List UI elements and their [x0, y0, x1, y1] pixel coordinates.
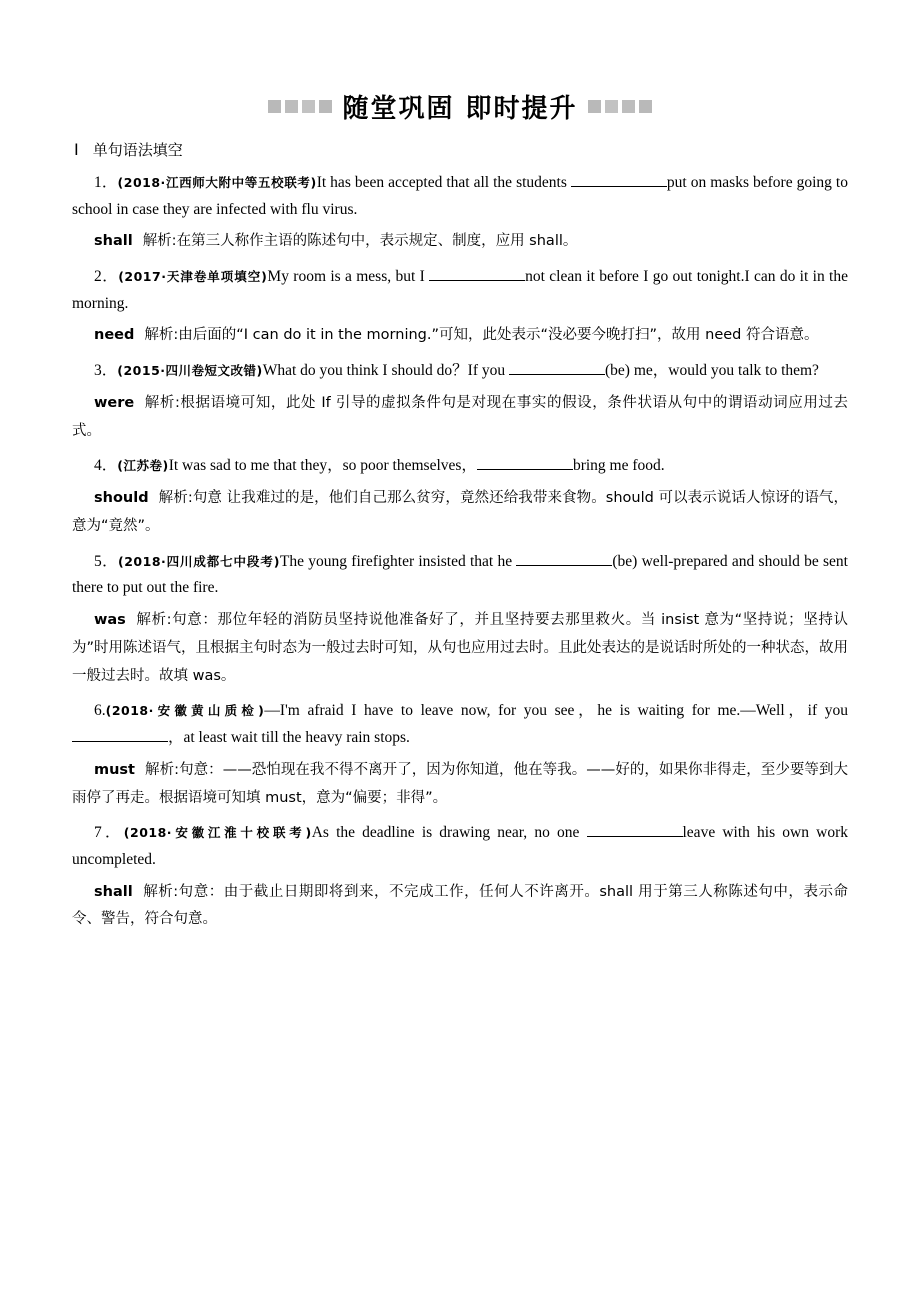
- explanation-body: 根据语境可知，此处 If 引导的虚拟条件句是对现在事实的假设，条件状语从句中的谓语动词应用过去式。: [72, 394, 848, 439]
- page-banner: [72, 88, 848, 125]
- section-title: 单句语法填空: [92, 141, 183, 159]
- decorative-square: [622, 100, 635, 113]
- question-number: 5．: [94, 552, 119, 570]
- question-stem-after: leave with his own work uncompleted.: [72, 824, 848, 868]
- answer-text: [72, 389, 848, 445]
- explanation-body: 句意：由于截止日期即将到来，不完成工作，任何人不许离开。shall 用于第三人称陈述句中，表示命令、警告，符合句意。: [72, 883, 849, 928]
- question-text: [72, 820, 848, 873]
- question-stem-before: —I'm afraid I have to leave now, for you see，he is waiting for me.—Well，if you: [264, 702, 848, 720]
- answer-key: shall: [94, 883, 133, 900]
- question-stem-before: As the deadline is drawing near, no one: [311, 824, 587, 842]
- question-number: 1．: [94, 174, 118, 191]
- question-stem-after: (be) me，would you talk to them?: [605, 362, 819, 380]
- question-source: (2017·天津卷单项填空): [118, 269, 268, 285]
- explanation-label: 解析:: [135, 612, 172, 629]
- question-number: 4．: [94, 457, 118, 475]
- exercise-item: [72, 820, 848, 933]
- question-stem-after: (be) well-prepared and should be sent there to put out the fire.: [72, 552, 848, 597]
- answer-text: [72, 321, 848, 349]
- question-number: 6.: [94, 702, 106, 720]
- decorative-square: [319, 100, 332, 113]
- answer-key: were: [94, 394, 135, 411]
- question-number: 7．: [94, 824, 124, 842]
- explanation-body: 在第三人称作主语的陈述句中，表示规定、制度，应用 shall。: [176, 233, 578, 250]
- question-text: [72, 698, 848, 751]
- exercise-item: [72, 453, 848, 539]
- answer-text: [72, 606, 848, 689]
- answer-text: [72, 878, 848, 934]
- section-number: Ⅰ: [74, 142, 79, 159]
- exercise-item: [72, 358, 848, 444]
- explanation-label: 解析:: [145, 761, 180, 778]
- explanation-label: 解析:: [142, 233, 177, 250]
- explanation-label: 解析:: [158, 490, 193, 507]
- question-text: [72, 358, 848, 385]
- page-title: 随堂巩固 即时提升: [342, 94, 578, 124]
- answer-key: need: [94, 327, 135, 344]
- decorative-square: [605, 100, 618, 113]
- answer-blank: [516, 565, 612, 566]
- banner-left-squares: [268, 100, 332, 113]
- explanation-body: 由后面的“I can do it in the morning.”可知，此处表示“没必要今晚打扫”，故用 need 符合语意。: [178, 327, 819, 344]
- question-stem-before: What do you think I should do？If you: [262, 362, 509, 380]
- answer-key: was: [94, 612, 126, 629]
- decorative-square: [588, 100, 601, 113]
- question-number: 3．: [94, 362, 118, 380]
- question-number: 2．: [94, 268, 119, 286]
- answer-key: should: [94, 490, 149, 507]
- answer-key: must: [94, 761, 135, 778]
- question-stem-after: ，at least wait till the heavy rain stops.: [168, 729, 410, 747]
- explanation-label: 解析:: [144, 327, 179, 344]
- question-source: (江苏卷): [117, 458, 169, 474]
- explanation-body: 句意 让我难过的是，他们自己那么贫穷，竟然还给我带来食物。should 可以表示说话人惊讶的语气，意为“竟然”。: [72, 490, 848, 534]
- question-source: (2018·四川成都七中段考): [118, 553, 280, 569]
- answer-blank: [72, 741, 168, 742]
- exercise-item: [72, 698, 848, 811]
- question-text: [72, 264, 848, 317]
- answer-text: [72, 756, 848, 812]
- question-stem-after: bring me food.: [572, 457, 665, 475]
- question-stem-before: It has been accepted that all the students: [316, 174, 571, 191]
- question-source: (2015·四川卷短文改错): [117, 363, 263, 379]
- explanation-body: 句意：那位年轻的消防员坚持说他准备好了，并且坚持要去那里救火。当 insist 意为“坚持说；坚持认为”时用陈述语气，且根据主句时态为一般过去时可知，从句也应用过去时。且此处表达的是说话时所处的一种状态，故用一般过去时。故填 was。: [72, 612, 849, 684]
- question-source: (2018·安徽江淮十校联考): [123, 825, 312, 841]
- answer-text: [72, 484, 848, 540]
- decorative-square: [285, 100, 298, 113]
- answer-blank: [571, 186, 667, 187]
- answer-blank: [429, 280, 525, 281]
- exercise-item: [72, 264, 848, 349]
- question-stem-before: My room is a mess, but I: [267, 268, 430, 286]
- question-stem-before: It was sad to me that they，so poor themselves，: [168, 457, 477, 475]
- decorative-square: [639, 100, 652, 113]
- explanation-label: 解析:: [142, 883, 179, 900]
- banner-right-squares: [588, 100, 652, 113]
- question-stem-after: not clean it before I go out tonight.I can do it in the morning.: [72, 268, 848, 312]
- decorative-square: [268, 100, 281, 113]
- answer-blank: [477, 469, 573, 470]
- question-text: [72, 170, 848, 223]
- question-text: [72, 549, 848, 602]
- explanation-body: 句意：——恐怕现在我不得不离开了，因为你知道，他在等我。——好的，如果你非得走，至少要等到大雨停了再走。根据语境可知填 must，意为“偏要；非得”。: [72, 761, 849, 806]
- exercise-item: [72, 549, 848, 690]
- answer-key: shall: [94, 233, 133, 250]
- question-stem-after: put on masks before going to school in case they are infected with flu virus.: [72, 174, 848, 218]
- section-heading: [74, 139, 848, 160]
- explanation-label: 解析:: [144, 394, 180, 411]
- exercise-item: [72, 170, 848, 255]
- decorative-square: [302, 100, 315, 113]
- question-source: (2018·江西师大附中等五校联考): [117, 175, 317, 190]
- question-text: [72, 453, 848, 480]
- answer-text: [72, 227, 848, 255]
- answer-blank: [509, 374, 605, 375]
- answer-blank: [587, 836, 683, 837]
- question-source: (2018·安徽黄山质检): [105, 703, 265, 719]
- question-stem-before: The young firefighter insisted that he: [279, 552, 517, 570]
